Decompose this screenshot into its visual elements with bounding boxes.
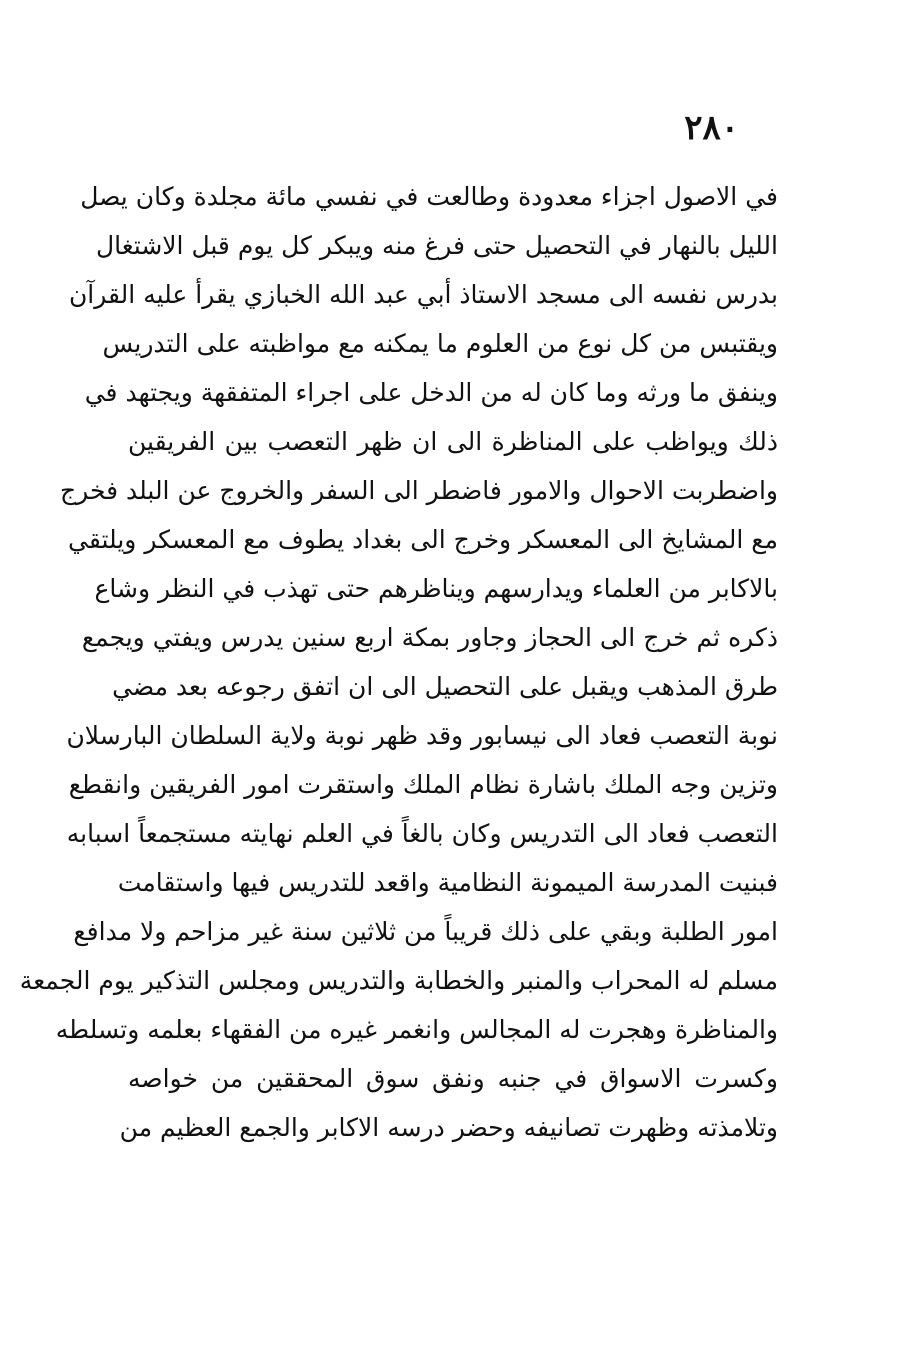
page-number: ٢٨٠: [684, 108, 739, 148]
text-line: فبنيت المدرسة الميمونة النظامية واقعد للتدريس فيها واستقامت: [117, 868, 778, 897]
text-line: طرق المذهب ويقبل على التحصيل الى ان اتفق رجوعه بعد مضي: [112, 672, 778, 701]
text-line: مسلم له المحراب والمنبر والخطابة والتدريس ومجلس التذكير يوم الجمعة: [19, 966, 778, 995]
text-line: بالاكابر من العلماء ويدارسهم ويناظرهم حتى تهذب في النظر وشاع: [94, 574, 778, 603]
body-text: [19, 172, 778, 1152]
text-line: بدرس نفسه الى مسجد الاستاذ أبي عبد الله الخبازي يقرأ عليه القرآن: [68, 280, 778, 309]
text-line: والمناظرة وهجرت له المجالس وانغمر غيره من الفقهاء بعلمه وتسلطه: [55, 1015, 778, 1044]
text-line: الليل بالنهار في التحصيل حتى فرغ منه ويبكر كل يوم قبل الاشتغال: [95, 231, 778, 260]
text-line: ويقتبس من كل نوع من العلوم ما يمكنه مع مواظبته على التدريس: [102, 329, 778, 358]
text-line: وينفق ما ورثه وما كان له من الدخل على اجراء المتفقهة ويجتهد في: [84, 378, 778, 407]
text-line: نوبة التعصب فعاد الى نيسابور وقد ظهر نوبة ولاية السلطان البارسلان: [66, 721, 778, 750]
text-line: في الاصول اجزاء معدودة وطالعت في نفسي مائة مجلدة وكان يصل: [80, 182, 778, 211]
text-line: ذلك ويواظب على المناظرة الى ان ظهر التعصب بين الفريقين: [128, 427, 778, 456]
text-line: امور الطلبة وبقي على ذلك قريباً من ثلاثين سنة غير مزاحم ولا مدافع: [73, 917, 778, 946]
text-line: ذكره ثم خرج الى الحجاز وجاور بمكة اربع سنين يدرس ويفتي ويجمع: [81, 623, 778, 652]
text-line: التعصب فعاد الى التدريس وكان بالغاً في العلم نهايته مستجمعاً اسبابه: [66, 819, 778, 848]
text-line: وتزين وجه الملك باشارة نظام الملك واستقرت امور الفريقين وانقطع: [68, 770, 778, 799]
text-line: وكسرت الاسواق في جنبه ونفق سوق المحققين من خواصه: [128, 1064, 778, 1093]
text-line: واضطربت الاحوال والامور فاضطر الى السفر والخروج عن البلد فخرج: [60, 476, 778, 505]
text-line: مع المشايخ الى المعسكر وخرج الى بغداد يطوف مع المعسكر ويلتقي: [68, 525, 778, 554]
text-line: وتلامذته وظهرت تصانيفه وحضر درسه الاكابر والجمع العظيم من: [119, 1113, 778, 1142]
